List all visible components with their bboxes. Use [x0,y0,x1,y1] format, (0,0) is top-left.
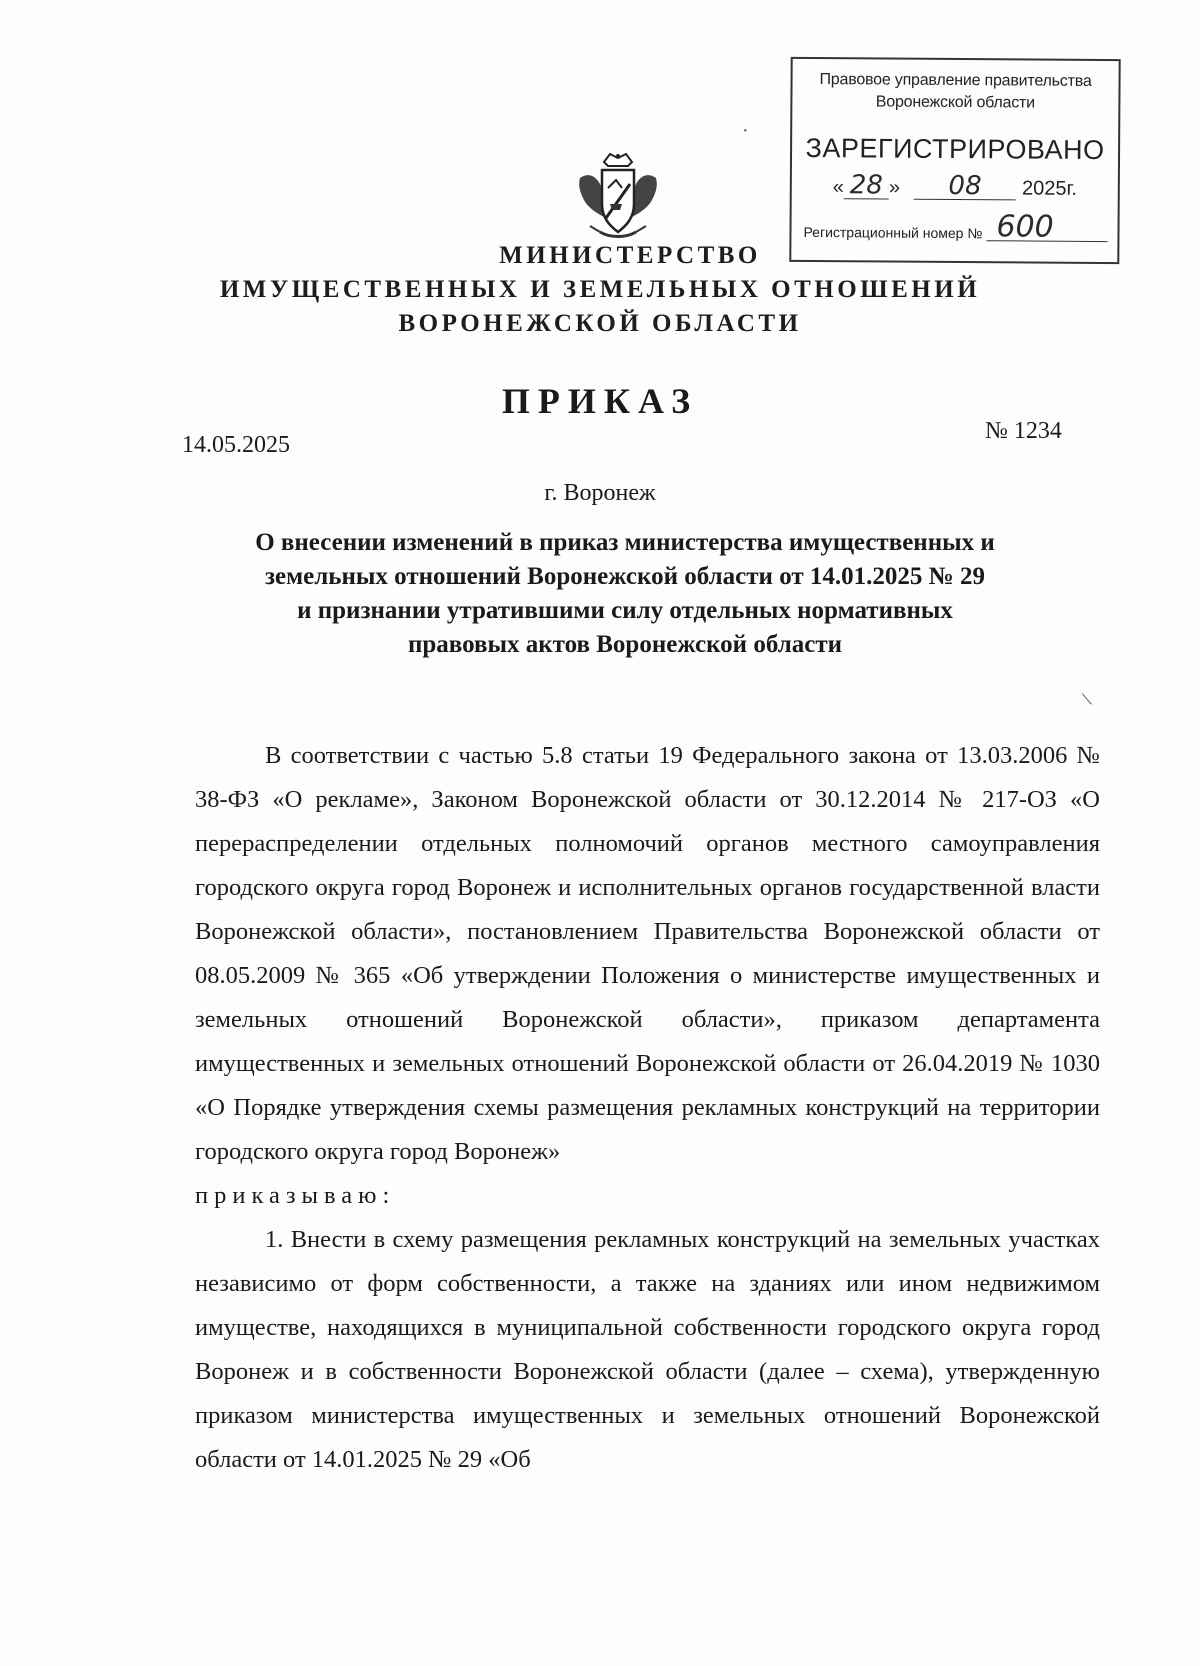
registration-stamp [789,57,1120,264]
stamp-date-month: 08 [914,173,1016,201]
stamp-status: ЗАРЕГИСТРИРОВАНО [805,132,1105,166]
order-word: приказываю: [195,1182,396,1209]
order-title [200,526,1050,662]
ministry-name-line3: ВОРОНЕЖСКОЙ ОБЛАСТИ [398,310,802,337]
order-city: г. Воронеж [544,480,656,506]
order-title-line4: правовых актов Воронежской области [407,631,843,658]
stamp-reg-number-row [803,209,1107,245]
pen-mark-icon: / [1076,691,1099,708]
stamp-date-year-suffix: 5г. [1055,177,1078,200]
document-type: ПРИКАЗ [501,381,699,421]
order-title-line2: земельных отношений Воронежской области от 14.01.2025 № 29 [264,563,986,590]
order-date: 14.05.2025 [182,432,290,458]
ministry-name-line1: МИНИСТЕРСТВО [499,242,761,269]
dust-speck-icon: · [742,120,749,142]
coat-of-arms-icon [570,148,666,244]
order-title-line3: и признании утратившими силу отдельных нормативных [297,597,953,624]
stamp-date: « 28 » 08 202 5г. [832,170,1078,202]
stamp-org-line2: Воронежской области [875,93,1036,112]
stamp-organization [792,69,1118,115]
order-title-line1: О внесении изменений в приказ министерства имущественных и [255,529,995,556]
item-1-paragraph: 1. Внести в схему размещения рекламных конструкций на земельных участках независимо от форм собственности, а также на зданиях или ином недвижимом имуществе, находящихся в муниципальной собственности городского округа город Воронеж и в собственности Воронежской области (далее – схема), утвержденную приказом министерства имущественных и земельных отношений Воронежской области от 14.01.2025 № 29 «Об [195,1226,1100,1473]
ministry-name-line2: ИМУЩЕСТВЕННЫХ И ЗЕМЕЛЬНЫХ ОТНОШЕНИЙ [219,276,981,303]
stamp-reg-label: Регистрационный номер № [803,223,983,242]
stamp-date-year-prefix: 202 [1021,177,1056,200]
order-number: № 1234 [985,418,1062,444]
preamble-paragraph: В соответствии с частью 5.8 статьи 19 Федерального закона от 13.03.2006 № 38-ФЗ «О рекламе», Законом Воронежской области от 30.12.2014 № 217-ОЗ «О перераспределении отдельных полномочий органов местного самоуправления городского округа город Воронеж и исполнительных органов государственной власти Воронежской области», постановлением Правительства Воронежской области от 08.05.2009 № 365 «Об утверждении Положения о министерстве имущественных и земельных отношений Воронежской области», приказом департамента имущественных и земельных отношений Воронежской области от 26.04.2019 № 1030 «О Порядке утверждения схемы размещения рекламных конструкций на территории городского округа город Воронеж» [195,742,1100,1165]
stamp-reg-number: 600 [986,214,1107,242]
stamp-date-day: 28 [844,172,889,199]
stamp-org-line1: Правовое управление правительства [819,71,1092,90]
order-body [195,734,1100,1482]
